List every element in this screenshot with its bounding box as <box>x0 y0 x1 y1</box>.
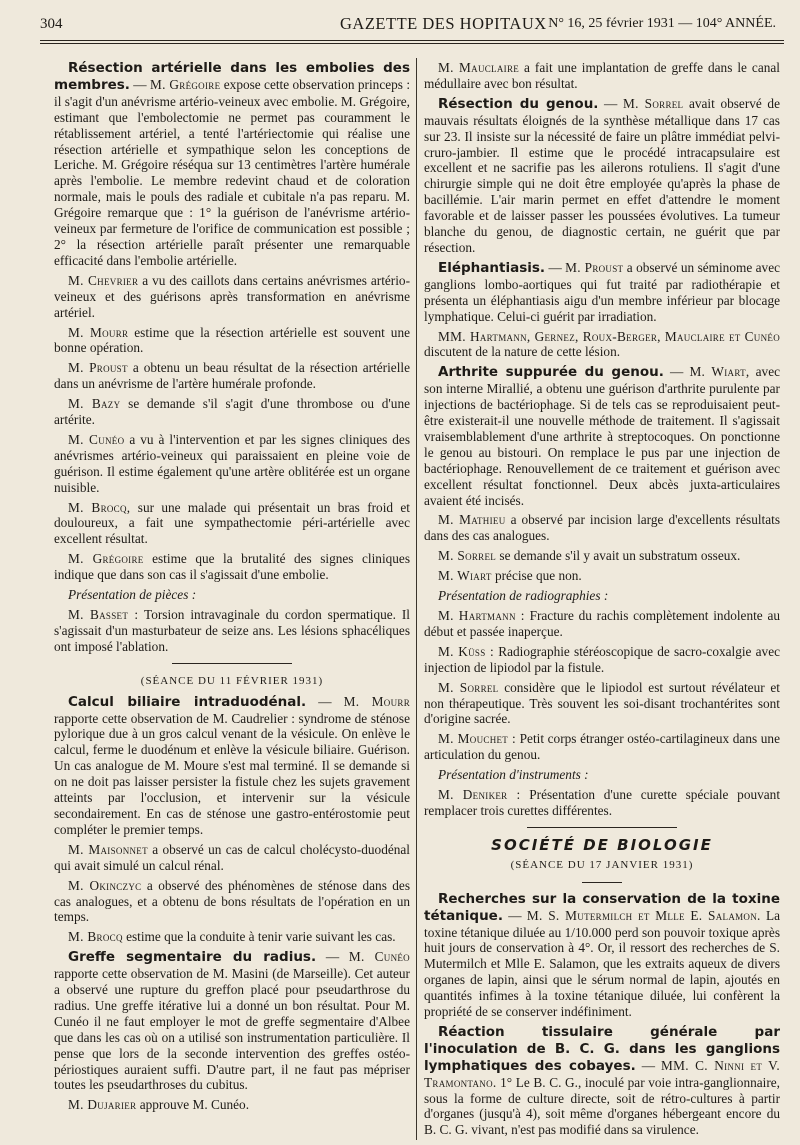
paragraph-text: a vu des caillots dans certains anévrismes artério-veineux et des guérisons après transformation en anévrisme artériel. <box>54 272 410 320</box>
author-name: M. Küss : <box>438 643 495 659</box>
paragraph <box>424 60 780 92</box>
paragraph <box>54 273 410 321</box>
paragraph: Eléphantiasis. — M. Proust a observé un séminome avec ganglions lombo-aortiques qui fut traité par radiothérapie et présenta un éléphantiasis aigu d'un membre inférieur par blocage lymphatique. Celui-ci guérit par irradiation. <box>424 259 780 324</box>
author-name: M. Hartmann : <box>438 608 525 623</box>
section-divider <box>527 827 677 828</box>
paragraph <box>54 500 410 548</box>
author-name: M. Cunéo <box>68 431 125 447</box>
author-name: M. Mourr <box>68 324 129 340</box>
author-name: M. Sorrel <box>622 95 684 111</box>
header-rule-bottom <box>40 43 784 44</box>
society-title: SOCIÉTÉ DE BIOLOGIE <box>491 835 713 854</box>
paragraph <box>54 396 410 428</box>
paragraph: Résection du genou. — M. Sorrel avait observé de mauvais résultats éloignés de la synthèse métallique dans 17 cas sur 23. Il insiste sur la nécessité de faire un plâtre immédiat pelvi-cruro-jambier. Il estime que le procédé intracapsulaire est excellent et ne sacrifie pas les ailerons rotuliens. Il s'agit d'une chirurgie simple qui ne doit être employée qu'après la phase de bacillémie. L'air marin permet en effet d'attendre le moment favorable et de laisser passer les poussées évolutives. La tumeur blanche du genou, de diagnostic certain, ne guérit que par résection. <box>424 95 780 255</box>
paragraph-text: considère que le lipiodol est surtout révélateur et non thérapeutique. Très souvent les soi-disant trochantérites sont d'origine sacrée. <box>424 679 780 727</box>
paragraph-text: Torsion intravaginale du cordon spermatique. Il s'agissait d'un masturbateur de seize ans. Les lésions sphacéliques ont imposé l'ablation. <box>54 607 410 654</box>
paragraph-text: a observé un cas de calcul cholécysto-duodénal qui avait simulé un calcul rénal. <box>54 841 411 873</box>
journal-title: GAZETTE DES HOPITAUX <box>340 14 547 33</box>
paragraph <box>54 929 410 945</box>
author-name: M. Grégoire <box>68 551 144 567</box>
author-name: M. Mathieu <box>438 512 506 528</box>
paragraph-text: a obtenu un beau résultat de la résection artérielle dans un anévrisme de l'artère humérale profonde. <box>54 360 411 392</box>
paragraph-text: se demande s'il s'agit d'une thrombose ou d'une artérite. <box>54 396 411 428</box>
paragraph: Calcul biliaire intraduodénal. — M. Mourr rapporte cette observation de M. Caudrelier : syndrome de sténose pylorique due à un gros calcul venant de la vésicule. On enlève le calcul, ferme le duodénum et enlève la vésicule biliaire. Guérison. Un cas analogue de M. Moure s'est mal terminé. Il se demande si on ne doit pas laisser persister la fistule chez les sujets gravement atteints par l'occlusion, et intervenir sur la vésicule secondairement. En cas de sténose une gastro-entérostomie peut compléter le premier temps. <box>54 693 411 837</box>
paragraph-text: Petit corps étranger ostéo-cartilagineux dans une articulation du genou. <box>424 731 780 763</box>
paragraph-text: rapporte cette observation de M. Caudrelier : syndrome de sténose pylorique due à un gros calcul venant de la vésicule. On enlève le calcul, ferme le duodénum et enlève la vésicule biliaire. Guérison. Un cas analogue de M. Moure s'est mal terminé. Il se demande si on ne doit pas laisser persister la fistule chez les sujets gravement atteints par l'occlusion, et intervenir sur la vésicule secondairement. En cas de sténose une gastro-entérostomie peut compléter le premier temps. <box>54 710 410 837</box>
author-name: M. Cunéo <box>348 949 410 965</box>
author-name: M. Deniker : <box>438 787 521 803</box>
paragraph-text: a observé par incision large d'excellents résultats dans des cas analogues. <box>424 512 780 544</box>
paragraph-text: se demande s'il y avait un substratum osseux. <box>499 548 741 564</box>
paragraph-text: Présentation d'une curette spéciale pouvant remplacer trois curettes différentes. <box>424 787 781 818</box>
author-name: M. Mauclaire <box>438 60 520 75</box>
paragraph <box>424 787 780 819</box>
paragraph <box>54 325 410 357</box>
subheading: Présentation d'instruments : <box>438 767 589 783</box>
author-name: M. Sorrel <box>438 548 497 564</box>
author-name: MM. Hartmann, Gernez, Roux-Berger, Mauclaire et Cunéo <box>438 328 780 344</box>
subheading: Présentation de radiographies : <box>438 588 609 604</box>
paragraph-text: Radiographie stéréoscopique de sacro-coxalgie avec injection de lipiodol par la fistule. <box>424 643 780 675</box>
author-name: M. Mouchet : <box>438 731 517 747</box>
paragraph-text: approuve M. Cunéo. <box>139 1097 250 1113</box>
paragraph <box>424 680 780 728</box>
paragraph <box>54 551 410 583</box>
section-title: Eléphantiasis. <box>438 259 546 276</box>
author-name: M. Wiart <box>438 568 492 584</box>
section-title: Calcul biliaire intraduodénal. <box>68 693 307 710</box>
paragraph-text: discutent de la nature de cette lésion. <box>424 344 621 360</box>
author-name: M. Mourr <box>343 693 411 709</box>
author-name: M. Proust <box>565 259 624 275</box>
author-name: M. S. Mutermilch et Mlle E. Salamon. <box>526 907 761 923</box>
paragraph <box>424 731 780 763</box>
paragraph <box>424 512 780 544</box>
paragraph-text: La toxine tétanique diluée au 1/10.000 perd son pouvoir toxique après huit jours de conservation à 4°. Or, il ressort des recherches de S. Mutermilch et Mlle E. Salamon, que les extraits aqueux de divers organes de lapin, ainsi que le sérum normal de lapin, ajoutés en quantités infimes à la toxine tétanique diluée, lui confèrent la propriété de se conserver indéfiniment. <box>424 907 780 1020</box>
author-name: M. Dujarier <box>68 1097 137 1113</box>
author-name: M. Okinczyc <box>68 877 142 893</box>
section-title: Résection du genou. <box>438 95 599 112</box>
subheading: Présentation de pièces : <box>68 587 197 603</box>
section-title: Réaction tissulaire générale par l'inoculation de B. C. G. dans les ganglions lymphatiques des cobayes. <box>424 1023 780 1074</box>
author-name: M. Maisonnet <box>68 841 148 857</box>
paragraph-text: a observé un séminome avec ganglions lombo-aortiques qui fut traité par radiothérapie et présenta un éléphantiasis aigu d'un membre inférieur par blocage lymphatique. Celui-ci guérit par irradiation. <box>424 259 780 324</box>
author-name: M. Brocq, <box>68 499 131 515</box>
author-name: M. Brocq <box>68 929 123 945</box>
seance-date: (SÉANCE DU 11 FÉVRIER 1931) <box>140 674 324 687</box>
paragraph-text: avait observé de mauvais résultats éloignés de la synthèse métallique dans 17 cas sur 23. Il insiste sur la nécessité de faire un plâtre immédiat pelvi-cruro-jambier. Il estime que le procédé intracapsulaire est excellent et ne sacrifie pas les ailerons rotuliens. Il s'agit d'une chirurgie simple qui ne doit être employée qu'après la phase de bacillémie. L'air marin permet en effet d'attendre le moment favorable et de laisser passer les poussées évolutives. La tumeur blanche du genou, de diagnostic certain, ne guérit que par résection. <box>424 95 780 255</box>
paragraph <box>424 568 780 584</box>
paragraph <box>54 1097 410 1113</box>
column-divider <box>416 58 417 1140</box>
author-name: M. Chevrier <box>68 272 139 288</box>
paragraph-text: expose cette observation princeps : il s'agit d'un anévrisme artério-veineux avec embolie. M. Grégoire, estimant que l'embolectomie ne permet pas couramment le rétablissement artériel, a tenté l'artériectomie qui réalise une résection artérielle et sympathique selon les conceptions de Leriche. M. Grégoire réséqua sur 13 centimètres l'artère humérale après l'embolie. Le membre redevint chaud et de coloration normale, mais le pouls des radiale et cubitale n'a pas reparu. M. Grégoire remarque que : 1° la guérison de l'anévrisme artério-veineux par fermeture de l'orifice de communication est possible ; 2° la résection artérielle paraît présenter une remarquable efficacité dans l'embolie artérielle. <box>54 76 411 268</box>
paragraph <box>424 644 780 676</box>
paragraph: Recherches sur la conservation de la toxine tétanique. — M. S. Mutermilch et Mlle E. Salamon. La toxine tétanique diluée au 1/10.000 perd son pouvoir toxique après huit jours de conservation à 4°. Or, il ressort des recherches de S. Mutermilch et Mlle E. Salamon, que les extraits aqueux de divers organes de lapin, ainsi que le sérum normal de lapin, ajoutés en quantités infimes à la toxine tétanique diluée, lui confèrent la propriété de se conserver indéfiniment. <box>424 890 780 1020</box>
author-name: MM. C. Ninni et V. Tramontano. <box>424 1057 780 1090</box>
paragraph-text: a vu à l'intervention et par les signes cliniques des anévrismes artério-veineux qui paraissaient en pleine voie de guérison. Il estime également qu'une artère oblitérée est un organe nuisible. <box>54 431 410 495</box>
section-title: Arthrite suppurée du genou. <box>438 364 664 381</box>
paragraph-text: a observé des phénomènes de sténose dans des cas analogues, et a obtenu de bons résultats de l'opération en un temps. <box>54 877 411 925</box>
running-header <box>40 14 782 36</box>
paragraph: Réaction tissulaire générale par l'inoculation de B. C. G. dans les ganglions lymphatiques des cobayes. — MM. C. Ninni et V. Tramontano. 1° Le B. C. G., inoculé par voie intra-ganglionnaire, sous la forme de culture directe, soit de rétro-cultures à partir d'organes (jusqu'à 4), soit même d'organes hébergeant encore du B. C. G. vivant, n'est pas modifié dans sa virulence. <box>424 1023 780 1138</box>
paragraph <box>54 360 410 392</box>
header-rule-top <box>40 40 784 41</box>
paragraph <box>424 329 780 361</box>
author-name: M. Wiart, <box>689 364 750 380</box>
section-title: Résection artérielle dans les embolies des membres. <box>54 60 410 93</box>
author-name: M. Sorrel <box>438 679 499 695</box>
paragraph-text: Fracture du rachis complètement indolente au début et passée inaperçue. <box>424 608 780 639</box>
paragraph-text: avec son interne Mirallié, a obtenu une guérison d'arthrite purulente par injections de bactériophage. Si de tels cas se reproduisaient peut-être existerait-il une nouvelle méthode de traitement. Il s'agissait vraisemblablement d'une arthrite à streptocoques. On ponctionne le genou au bistouri. On remplace le pus par une injection de bactériophage. Renouvellement de ce traitement et guérison avec excellent résultat fonctionnel. Deux abcès juxta-articulaires avaient été incisés. <box>424 364 781 508</box>
section-title: Greffe segmentaire du radius. <box>68 949 317 966</box>
section-title: Recherches sur la conservation de la toxine tétanique. <box>424 890 780 924</box>
paragraph: Greffe segmentaire du radius. — M. Cunéo rapporte cette observation de M. Masini (de Marseille). Cet auteur a observé une rupture du greffon placé pour pseudarthrose du radius. Une greffe itérative lui a donné un bon résultat. Pour M. Cunéo il ne faut employer le mot de greffe segmentaire d'Albee que dans les cas où on a utilisé son instrumentation particulière. Il pense que lors de la seconde intervention des greffes ostéo-périostiques auraient suffi. D'autre part, il ne faut pas mépriser toutes les pseudarthroses du cubitus. <box>54 949 410 1093</box>
author-name: M. Grégoire <box>149 76 221 92</box>
paragraph-text: sur une malade qui présentait un bras froid et douloureux, a fait une sympathectomie péri-artérielle avec excellent résultat. <box>54 499 410 547</box>
seance-date: (SÉANCE DU 17 JANVIER 1931) <box>510 858 694 871</box>
left-column <box>54 60 410 1117</box>
paragraph-text: précise que non. <box>494 568 582 584</box>
paragraph-text: estime que la conduite à tenir varie suivant les cas. <box>126 929 396 945</box>
author-name: M. Basset : <box>68 607 139 622</box>
paragraph: Résection artérielle dans les embolies des membres. — M. Grégoire expose cette observation princeps : il s'agit d'un anévrisme artério-veineux avec embolie. M. Grégoire, estimant que l'embolectomie ne permet pas couramment le rétablissement artériel, a tenté l'artériectomie qui réalise une résection artérielle et sympathique selon les conceptions de Leriche. M. Grégoire réséqua sur 13 centimètres l'artère humérale après l'embolie. Le membre redevint chaud et de coloration normale, mais le pouls des radiale et cubitale n'a pas reparu. M. Grégoire remarque que : 1° la guérison de l'anévrisme artério-veineux par fermeture de l'orifice de communication est possible ; 2° la résection artérielle paraît présenter une remarquable efficacité dans l'embolie artérielle. <box>54 60 411 268</box>
paragraph <box>424 548 780 564</box>
paragraph-text: rapporte cette observation de M. Masini (de Marseille). Cet auteur a observé une rupture du greffon placé pour pseudarthrose du radius. Une greffe itérative lui a donné un bon résultat. Pour M. Cunéo il ne faut employer le mot de greffe segmentaire d'Albee que dans les cas où on a utilisé son instrumentation particulière. Il pense que lors de la seconde intervention des greffes ostéo-périostiques auraient suffi. D'autre part, il ne faut pas mépriser toutes les pseudarthroses du cubitus. <box>54 966 410 1093</box>
page-number: 304 <box>40 16 63 32</box>
paragraph <box>54 878 410 926</box>
author-name: M. Proust <box>68 360 128 376</box>
issue-info: N° 16, 25 février 1931 — 104° ANNÉE. <box>548 16 776 31</box>
paragraph <box>54 432 410 496</box>
section-divider <box>582 882 622 883</box>
paragraph-text: estime que la brutalité des signes cliniques indique que dans son cas il s'agissait d'une embolie. <box>54 551 411 583</box>
paragraph <box>54 842 410 874</box>
right-column <box>424 60 780 1142</box>
author-name: M. Bazy <box>68 396 121 412</box>
paragraph <box>424 608 780 640</box>
paragraph: Arthrite suppurée du genou. — M. Wiart, avec son interne Mirallié, a obtenu une guérison d'arthrite purulente par injections de bactériophage. Si de tels cas se reproduisaient peut-être existerait-il une nouvelle méthode de traitement. Il s'agissait vraisemblablement d'une arthrite à streptocoques. On ponctionne le genou au bistouri. On remplace le pus par une injection de bactériophage. Renouvellement de ce traitement et guérison avec excellent résultat fonctionnel. Deux abcès juxta-articulaires avaient été incisés. <box>424 364 781 508</box>
paragraph <box>54 607 410 655</box>
paragraph-text: 1° Le B. C. G., inoculé par voie intra-ganglionnaire, sous la forme de culture directe, soit de rétro-cultures à partir d'organes (jusqu'à 4), soit même d'organes hébergeant encore du B. C. G. vivant, n'est pas modifié dans sa virulence. <box>424 1074 780 1138</box>
section-divider <box>172 663 292 664</box>
paragraph-text: estime que la résection artérielle est souvent une bonne opération. <box>54 324 410 356</box>
paragraph-text: a fait une implantation de greffe dans le canal médullaire avec bon résultat. <box>424 60 780 91</box>
